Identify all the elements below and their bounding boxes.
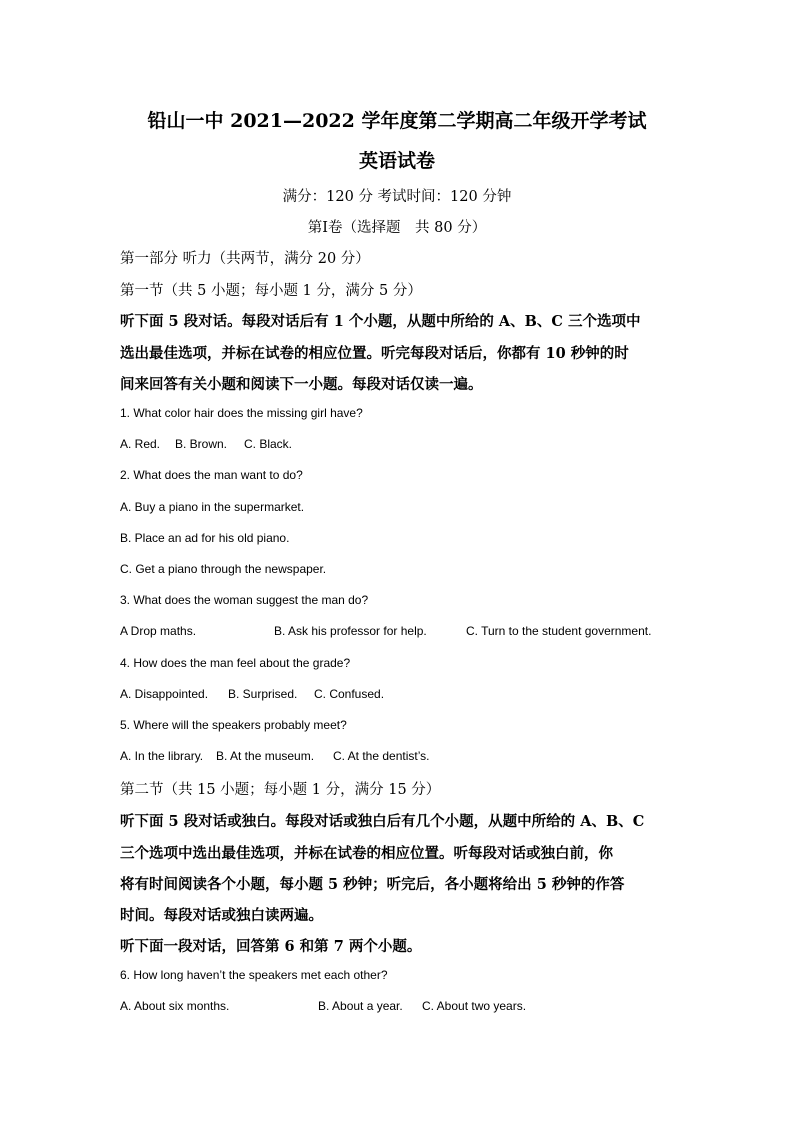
option-b: B. About a year. — [318, 999, 403, 1013]
section1-instruction-line: 选出最佳选项，并标在试卷的相应位置。听完每段对话后，你都有 10 秒钟的时 — [120, 345, 629, 362]
option-c: C. Confused. — [314, 687, 385, 701]
option-b: B. Place an ad for his old piano. — [120, 531, 290, 545]
option-a: A. Disappointed. — [120, 687, 209, 701]
question-1: 1. What color hair does the missing girl have? — [120, 406, 363, 420]
option-a: A. Red. — [120, 437, 161, 451]
option-a: A. Buy a piano in the supermarket. — [120, 500, 305, 514]
sub-instruction: 听下面一段对话，回答第 6 和第 7 两个小题。 — [120, 938, 422, 955]
option-c: C. About two years. — [422, 999, 527, 1013]
question-1-options — [120, 437, 680, 453]
option-a: A Drop maths. — [120, 624, 197, 638]
exam-subtitle: 英语试卷 — [358, 150, 435, 172]
exam-title: 铅山一中 2021—2022 学年度第二学期高二年级开学考试 — [147, 110, 647, 132]
score-time-line: 满分：120 分 考试时间：120 分钟 — [282, 189, 512, 205]
option-a: A. In the library. — [120, 749, 204, 763]
part1-heading: 第一部分 听力（共两节，满分 20 分） — [120, 251, 370, 267]
option-c: C. Black. — [244, 437, 293, 451]
section1-heading: 第一节（共 5 小题；每小题 1 分，满分 5 分） — [120, 283, 422, 299]
option-c: C. Turn to the student government. — [466, 624, 652, 638]
question-3: 3. What does the woman suggest the man do? — [120, 593, 369, 607]
section2-instruction-line: 时间。每段对话或独白读两遍。 — [120, 907, 323, 924]
question-6-options — [120, 999, 680, 1015]
question-5-options — [120, 749, 680, 765]
section1-instruction-line: 听下面 5 段对话。每段对话后有 1 个小题，从题中所给的 A、B、C 三个选项中 — [120, 313, 641, 330]
question-6: 6. How long haven’t the speakers met each other? — [120, 968, 388, 982]
option-c: C. Get a piano through the newspaper. — [120, 562, 327, 576]
option-b: B. Surprised. — [228, 687, 298, 701]
option-b: B. At the museum. — [216, 749, 315, 763]
option-b: B. Ask his professor for help. — [274, 624, 427, 638]
question-5: 5. Where will the speakers probably meet? — [120, 718, 347, 732]
question-3-options — [120, 624, 680, 640]
section2-heading: 第二节（共 15 小题；每小题 1 分，满分 15 分） — [120, 782, 441, 798]
question-2: 2. What does the man want to do? — [120, 468, 303, 482]
option-c: C. At the dentist’s. — [333, 749, 430, 763]
question-4-options — [120, 687, 680, 703]
volume-heading: 第Ⅰ卷（选择题 共 80 分） — [307, 220, 487, 236]
section2-instruction-line: 听下面 5 段对话或独白。每段对话或独白后有几个小题，从题中所给的 A、B、C — [120, 813, 645, 830]
section1-instruction-line: 间来回答有关小题和阅读下一小题。每段对话仅读一遍。 — [120, 376, 483, 393]
section2-instruction-line: 将有时间阅读各个小题，每小题 5 秒钟；听完后，各小题将给出 5 秒钟的作答 — [120, 876, 625, 893]
option-a: A. About six months. — [120, 999, 230, 1013]
question-4: 4. How does the man feel about the grade? — [120, 656, 351, 670]
section2-instruction-line: 三个选项中选出最佳选项，并标在试卷的相应位置。听每段对话或独白前，你 — [120, 845, 613, 862]
option-b: B. Brown. — [175, 437, 228, 451]
